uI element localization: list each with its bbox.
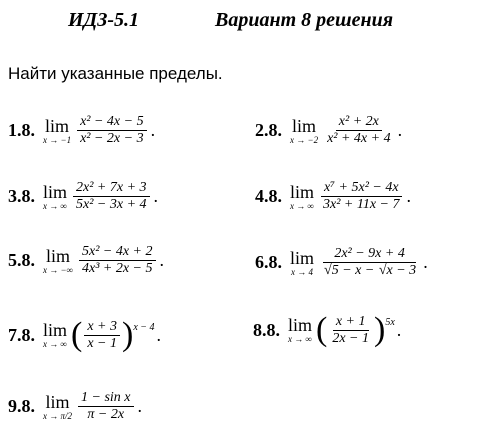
lim-word: lim xyxy=(290,247,315,268)
lim-word: lim xyxy=(290,181,315,202)
problem-5-8 xyxy=(8,244,164,277)
denominator: 5x² − 3x + 4 xyxy=(76,197,147,212)
left-parenthesis: ( xyxy=(316,311,328,348)
numerator: 5x² − 4x + 2 xyxy=(79,244,156,261)
lim-word: lim xyxy=(45,391,70,412)
denominator: 4x³ + 2x − 5 xyxy=(81,261,153,276)
fraction xyxy=(79,244,156,277)
fraction xyxy=(84,319,120,352)
instruction-text: Найти указанные пределы. xyxy=(8,64,223,83)
limit-operator xyxy=(288,316,312,344)
limit-operator xyxy=(43,393,72,421)
period: . xyxy=(423,252,428,272)
period: . xyxy=(150,120,156,140)
limit-operator xyxy=(43,321,67,349)
problem-number: 4.8. xyxy=(255,186,282,206)
fraction xyxy=(320,246,419,279)
denominator: 3x² + 11x − 7 xyxy=(323,197,400,212)
fraction xyxy=(329,314,372,347)
limit-operator xyxy=(290,117,318,145)
fraction xyxy=(73,180,150,213)
problem-number: 5.8. xyxy=(8,250,35,270)
denominator xyxy=(320,263,419,279)
problem-1-8 xyxy=(8,114,155,147)
limit-operator xyxy=(43,247,73,275)
lim-subscript: x → 4 xyxy=(291,266,313,277)
sqrt-term: √x − 3 xyxy=(378,263,417,278)
problem-number: 8.8. xyxy=(253,319,280,340)
lim-subscript: x → ∞ xyxy=(43,200,67,211)
numerator: 1 − sin x xyxy=(78,390,134,407)
problem-number: 6.8. xyxy=(255,252,282,272)
numerator: x + 3 xyxy=(84,319,120,336)
problem-3-8 xyxy=(8,180,158,213)
numerator: 2x² − 9x + 4 xyxy=(331,246,408,263)
fraction xyxy=(77,114,147,147)
lim-subscript: x → ∞ xyxy=(288,334,312,344)
right-parenthesis: ) xyxy=(374,311,386,348)
problem-9-8 xyxy=(8,390,142,423)
left-parenthesis: ( xyxy=(71,316,83,353)
limit-operator xyxy=(290,249,314,277)
lim-word: lim xyxy=(288,315,313,335)
limit-operator xyxy=(43,117,71,145)
lim-word: lim xyxy=(45,115,70,136)
lim-word: lim xyxy=(292,115,317,136)
numerator: x² + 2x xyxy=(336,114,382,131)
problem-number: 2.8. xyxy=(255,120,282,140)
numerator: x⁷ + 5x² − 4x xyxy=(321,180,402,197)
minus-sign: − xyxy=(361,263,378,278)
period: . xyxy=(397,120,403,140)
denominator: x² + 4x + 4 xyxy=(327,131,391,146)
lim-subscript: x → −2 xyxy=(290,134,319,145)
lim-subscript: x → ∞ xyxy=(43,339,67,349)
denominator: π − 2x xyxy=(87,407,125,422)
fraction xyxy=(78,390,134,423)
lim-subscript: x → −∞ xyxy=(43,264,73,275)
lim-subscript: x → −1 xyxy=(43,134,72,145)
document-id: ИДЗ-5.1 xyxy=(68,9,140,31)
denominator: x² − 2x − 3 xyxy=(80,131,144,146)
period: . xyxy=(159,250,165,270)
limit-operator xyxy=(43,183,67,211)
problem-number: 3.8. xyxy=(8,186,35,206)
right-parenthesis: ) xyxy=(122,316,134,353)
period: . xyxy=(406,186,411,206)
lim-word: lim xyxy=(43,181,68,202)
fraction xyxy=(320,180,402,213)
exponent: x − 4 xyxy=(133,322,155,333)
problem-number: 9.8. xyxy=(8,396,35,416)
problem-2-8 xyxy=(255,114,402,147)
sqrt-term: √5 − x xyxy=(324,263,362,278)
lim-subscript: x → π/2 xyxy=(43,410,73,421)
numerator: x + 1 xyxy=(333,314,369,331)
numerator: x² − 4x − 5 xyxy=(77,114,147,131)
variant-title: Вариант 8 решения xyxy=(215,9,394,31)
lim-word: lim xyxy=(45,245,70,266)
lim-word: lim xyxy=(43,320,68,340)
period: . xyxy=(396,319,402,340)
problem-8-8 xyxy=(253,313,401,347)
limit-operator xyxy=(290,183,314,211)
problem-7-8 xyxy=(8,318,161,352)
numerator: 2x² + 7x + 3 xyxy=(73,180,150,197)
denominator: 2x − 1 xyxy=(332,330,370,346)
exponent: 5x xyxy=(385,317,395,328)
problem-6-8 xyxy=(255,246,428,279)
period: . xyxy=(137,396,143,416)
period: . xyxy=(156,324,162,345)
fraction xyxy=(324,114,394,147)
problem-number: 1.8. xyxy=(8,120,35,140)
problem-4-8 xyxy=(255,180,411,213)
period: . xyxy=(153,186,159,206)
problem-number: 7.8. xyxy=(8,324,35,345)
denominator: x − 1 xyxy=(87,335,118,351)
lim-subscript: x → ∞ xyxy=(290,200,314,211)
